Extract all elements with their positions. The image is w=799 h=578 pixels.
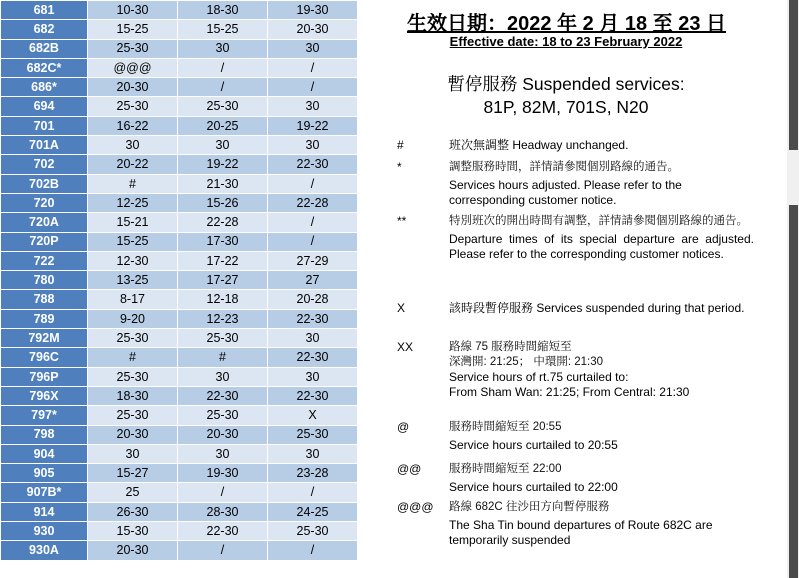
table-row [1, 39, 358, 58]
table-row [1, 193, 358, 212]
headway-cell: 26-30 [88, 502, 178, 521]
table-row [1, 232, 358, 251]
legend-symbol: XX [397, 340, 414, 354]
table-row [1, 522, 358, 541]
legend-text-en: Service hours curtailed to 20:55 [449, 438, 618, 452]
headway-cell: 12-25 [88, 193, 178, 212]
headway-cell: 30 [178, 39, 268, 58]
route-number-cell: 796C [1, 348, 88, 367]
table-row [1, 58, 358, 77]
table-row [1, 425, 358, 444]
table-row [1, 78, 358, 97]
headway-cell: 25-30 [178, 406, 268, 425]
table-row [1, 155, 358, 174]
legend-symbol: # [397, 138, 404, 152]
headway-cell: 15-21 [88, 213, 178, 232]
headway-cell: 22-30 [178, 522, 268, 541]
headway-cell: / [268, 483, 358, 502]
legend-text-zh-times: 深灣開: 21:25； 中環開: 21:30 [449, 356, 604, 368]
headway-cell: 25-30 [178, 97, 268, 116]
headway-cell: 20-30 [88, 425, 178, 444]
table-row [1, 309, 358, 328]
route-number-cell: 702 [1, 155, 88, 174]
headway-cell: 30 [178, 136, 268, 155]
headway-cell: 30 [268, 329, 358, 348]
headway-cell: 20-30 [88, 78, 178, 97]
headway-cell: 19-30 [178, 464, 268, 483]
headway-cell: / [268, 78, 358, 97]
headway-cell: 17-22 [178, 251, 268, 270]
headway-cell: / [178, 483, 268, 502]
headway-cell: 25-30 [88, 406, 178, 425]
suspended-services-title: 暫停服務 Suspended services: [447, 74, 685, 94]
legend-text: 班次無調整 Headway unchanged. [449, 138, 629, 152]
headway-cell: 30 [178, 367, 268, 386]
headway-cell: 27-29 [268, 251, 358, 270]
legend-text-zh: 路線 682C 往沙田方向暫停服務 [449, 501, 610, 513]
route-number-cell: 682C* [1, 58, 88, 77]
table-row [1, 174, 358, 193]
route-number-cell: 722 [1, 251, 88, 270]
legend-text-zh: 服務時間縮短至 20:55 [449, 421, 562, 433]
route-number-cell: 796P [1, 367, 88, 386]
headway-cell: 22-30 [178, 386, 268, 405]
table-row [1, 213, 358, 232]
legend-text: 該時段暫停服務 Services suspended during that period. [449, 301, 745, 315]
table-row [1, 20, 358, 39]
headway-cell: 25-30 [178, 329, 268, 348]
headway-cell: 22-28 [268, 193, 358, 212]
headway-cell: 12-23 [178, 309, 268, 328]
legend-text-en: Services hours adjusted. Please refer to the corresponding customer notice. [449, 178, 682, 207]
headway-cell: 25-30 [88, 97, 178, 116]
headway-cell: 15-27 [88, 464, 178, 483]
headway-cell: 25-30 [88, 39, 178, 58]
headway-cell: 17-30 [178, 232, 268, 251]
headway-cell: 15-30 [88, 522, 178, 541]
scrollbar-thumb[interactable] [789, 205, 798, 578]
route-number-cell: 694 [1, 97, 88, 116]
headway-cell: # [178, 348, 268, 367]
table-row [1, 1, 358, 20]
headway-cell: / [268, 213, 358, 232]
route-number-cell: 914 [1, 502, 88, 521]
route-number-cell: 796X [1, 386, 88, 405]
headway-cell: 25-30 [268, 425, 358, 444]
table-row [1, 116, 358, 135]
headway-cell: / [268, 232, 358, 251]
headway-cell: 27 [268, 271, 358, 290]
headway-cell: 22-30 [268, 348, 358, 367]
table-row [1, 406, 358, 425]
legend-symbol: @@@ [397, 500, 434, 514]
legend-symbol: @@ [397, 462, 422, 476]
headway-cell: 18-30 [88, 386, 178, 405]
headway-cell: 25 [88, 483, 178, 502]
legend-text-zh: 路線 75 服務時間縮短至 [449, 341, 572, 353]
headway-cell: 22-30 [268, 155, 358, 174]
legend-text-zh: 特別班次的開出時間有調整，詳情請參閱個別路線的通告。 [449, 215, 748, 227]
route-number-cell: 907B* [1, 483, 88, 502]
headway-cell: 20-28 [268, 290, 358, 309]
headway-cell: 28-30 [178, 502, 268, 521]
headway-cell: / [178, 541, 268, 560]
headway-cell: 20-30 [268, 20, 358, 39]
headway-cell: 20-30 [88, 541, 178, 560]
route-number-cell: 720P [1, 232, 88, 251]
headway-cell: # [88, 348, 178, 367]
table-row [1, 386, 358, 405]
headway-cell: 15-25 [88, 232, 178, 251]
headway-cell: / [178, 78, 268, 97]
table-row [1, 541, 358, 560]
route-number-cell: 930A [1, 541, 88, 560]
route-number-cell: 686* [1, 78, 88, 97]
headway-cell: 19-30 [268, 1, 358, 20]
route-number-cell: 798 [1, 425, 88, 444]
headway-cell: 15-25 [88, 20, 178, 39]
headway-cell: 16-22 [88, 116, 178, 135]
table-row [1, 271, 358, 290]
legend-text-zh: 服務時間縮短至 22:00 [449, 463, 562, 475]
legend-text-en: Departure times of its special departure are adjusted. Please refer to the corresponding customer notices. [449, 232, 754, 261]
scrollbar-thumb-upper[interactable] [789, 0, 798, 150]
headway-cell: / [268, 58, 358, 77]
headway-cell: 30 [268, 444, 358, 463]
table-row [1, 464, 358, 483]
legend-symbol: @ [397, 420, 410, 434]
table-row [1, 290, 358, 309]
headway-cell: 25-30 [88, 367, 178, 386]
headway-cell: 23-28 [268, 464, 358, 483]
headway-cell: 30 [268, 39, 358, 58]
headway-cell: / [268, 174, 358, 193]
table-row [1, 251, 358, 270]
headway-cell: 8-17 [88, 290, 178, 309]
route-number-cell: 720A [1, 213, 88, 232]
headway-cell: 30 [268, 367, 358, 386]
route-number-cell: 701 [1, 116, 88, 135]
headway-cell: 30 [268, 136, 358, 155]
route-number-cell: 780 [1, 271, 88, 290]
route-number-cell: 930 [1, 522, 88, 541]
table-row [1, 502, 358, 521]
route-number-cell: 681 [1, 1, 88, 20]
route-number-cell: 792M [1, 329, 88, 348]
headway-cell: 30 [268, 97, 358, 116]
headway-cell: X [268, 406, 358, 425]
headway-cell: 22-30 [268, 386, 358, 405]
legend-symbol: * [397, 160, 402, 174]
headway-cell: 21-30 [178, 174, 268, 193]
suspended-services-routes: 81P, 82M, 701S, N20 [483, 97, 649, 117]
headway-cell: 10-30 [88, 1, 178, 20]
route-number-cell: 720 [1, 193, 88, 212]
headway-cell: 15-25 [178, 20, 268, 39]
headway-cell: # [88, 174, 178, 193]
headway-cell: 24-25 [268, 502, 358, 521]
route-number-cell: 788 [1, 290, 88, 309]
legend-text-en: Service hours of rt.75 curtailed to: [449, 370, 629, 384]
headway-cell: 25-30 [268, 522, 358, 541]
headway-cell: 18-30 [178, 1, 268, 20]
route-number-cell: 789 [1, 309, 88, 328]
legend-text-en: The Sha Tin bound departures of Route 682C are temporarily suspended [449, 518, 713, 547]
headway-cell: 13-25 [88, 271, 178, 290]
headway-cell: 30 [88, 444, 178, 463]
route-number-cell: 905 [1, 464, 88, 483]
headway-cell: @@@ [88, 58, 178, 77]
route-number-cell: 702B [1, 174, 88, 193]
legend-text-en-times: From Sham Wan: 21:25; From Central: 21:30 [449, 385, 690, 399]
legend-text-zh: 調整服務時間，詳情請參閱個別路線的通告。 [449, 161, 679, 173]
table-row [1, 97, 358, 116]
headway-table [0, 0, 358, 561]
headway-cell: 30 [178, 444, 268, 463]
legend-text-en: Service hours curtailed to 22:00 [449, 480, 618, 494]
headway-cell: 30 [88, 136, 178, 155]
table-row [1, 483, 358, 502]
table-row [1, 136, 358, 155]
headway-cell: 12-18 [178, 290, 268, 309]
headway-cell: 25-30 [88, 329, 178, 348]
headway-cell: 22-28 [178, 213, 268, 232]
headway-cell: 17-27 [178, 271, 268, 290]
headway-cell: 15-26 [178, 193, 268, 212]
headway-cell: 20-25 [178, 116, 268, 135]
route-number-cell: 701A [1, 136, 88, 155]
headway-cell: 9-20 [88, 309, 178, 328]
table-row [1, 329, 358, 348]
route-number-cell: 797* [1, 406, 88, 425]
legend-symbol: X [397, 301, 406, 315]
effective-date-title-zh: 生效日期：2022 年 2 月 18 至 23 日 [407, 13, 727, 35]
route-number-cell: 904 [1, 444, 88, 463]
table-row [1, 348, 358, 367]
headway-cell: 22-30 [268, 309, 358, 328]
headway-cell: 19-22 [268, 116, 358, 135]
headway-cell: / [268, 541, 358, 560]
headway-cell: / [178, 58, 268, 77]
headway-cell: 20-30 [178, 425, 268, 444]
table-row [1, 367, 358, 386]
headway-cell: 19-22 [178, 155, 268, 174]
route-number-cell: 682 [1, 20, 88, 39]
route-number-cell: 682B [1, 39, 88, 58]
headway-cell: 12-30 [88, 251, 178, 270]
table-row [1, 444, 358, 463]
legend-symbol: ** [397, 214, 407, 228]
effective-date-title-en: Effective date: 18 to 23 February 2022 [449, 34, 683, 49]
headway-cell: 20-22 [88, 155, 178, 174]
